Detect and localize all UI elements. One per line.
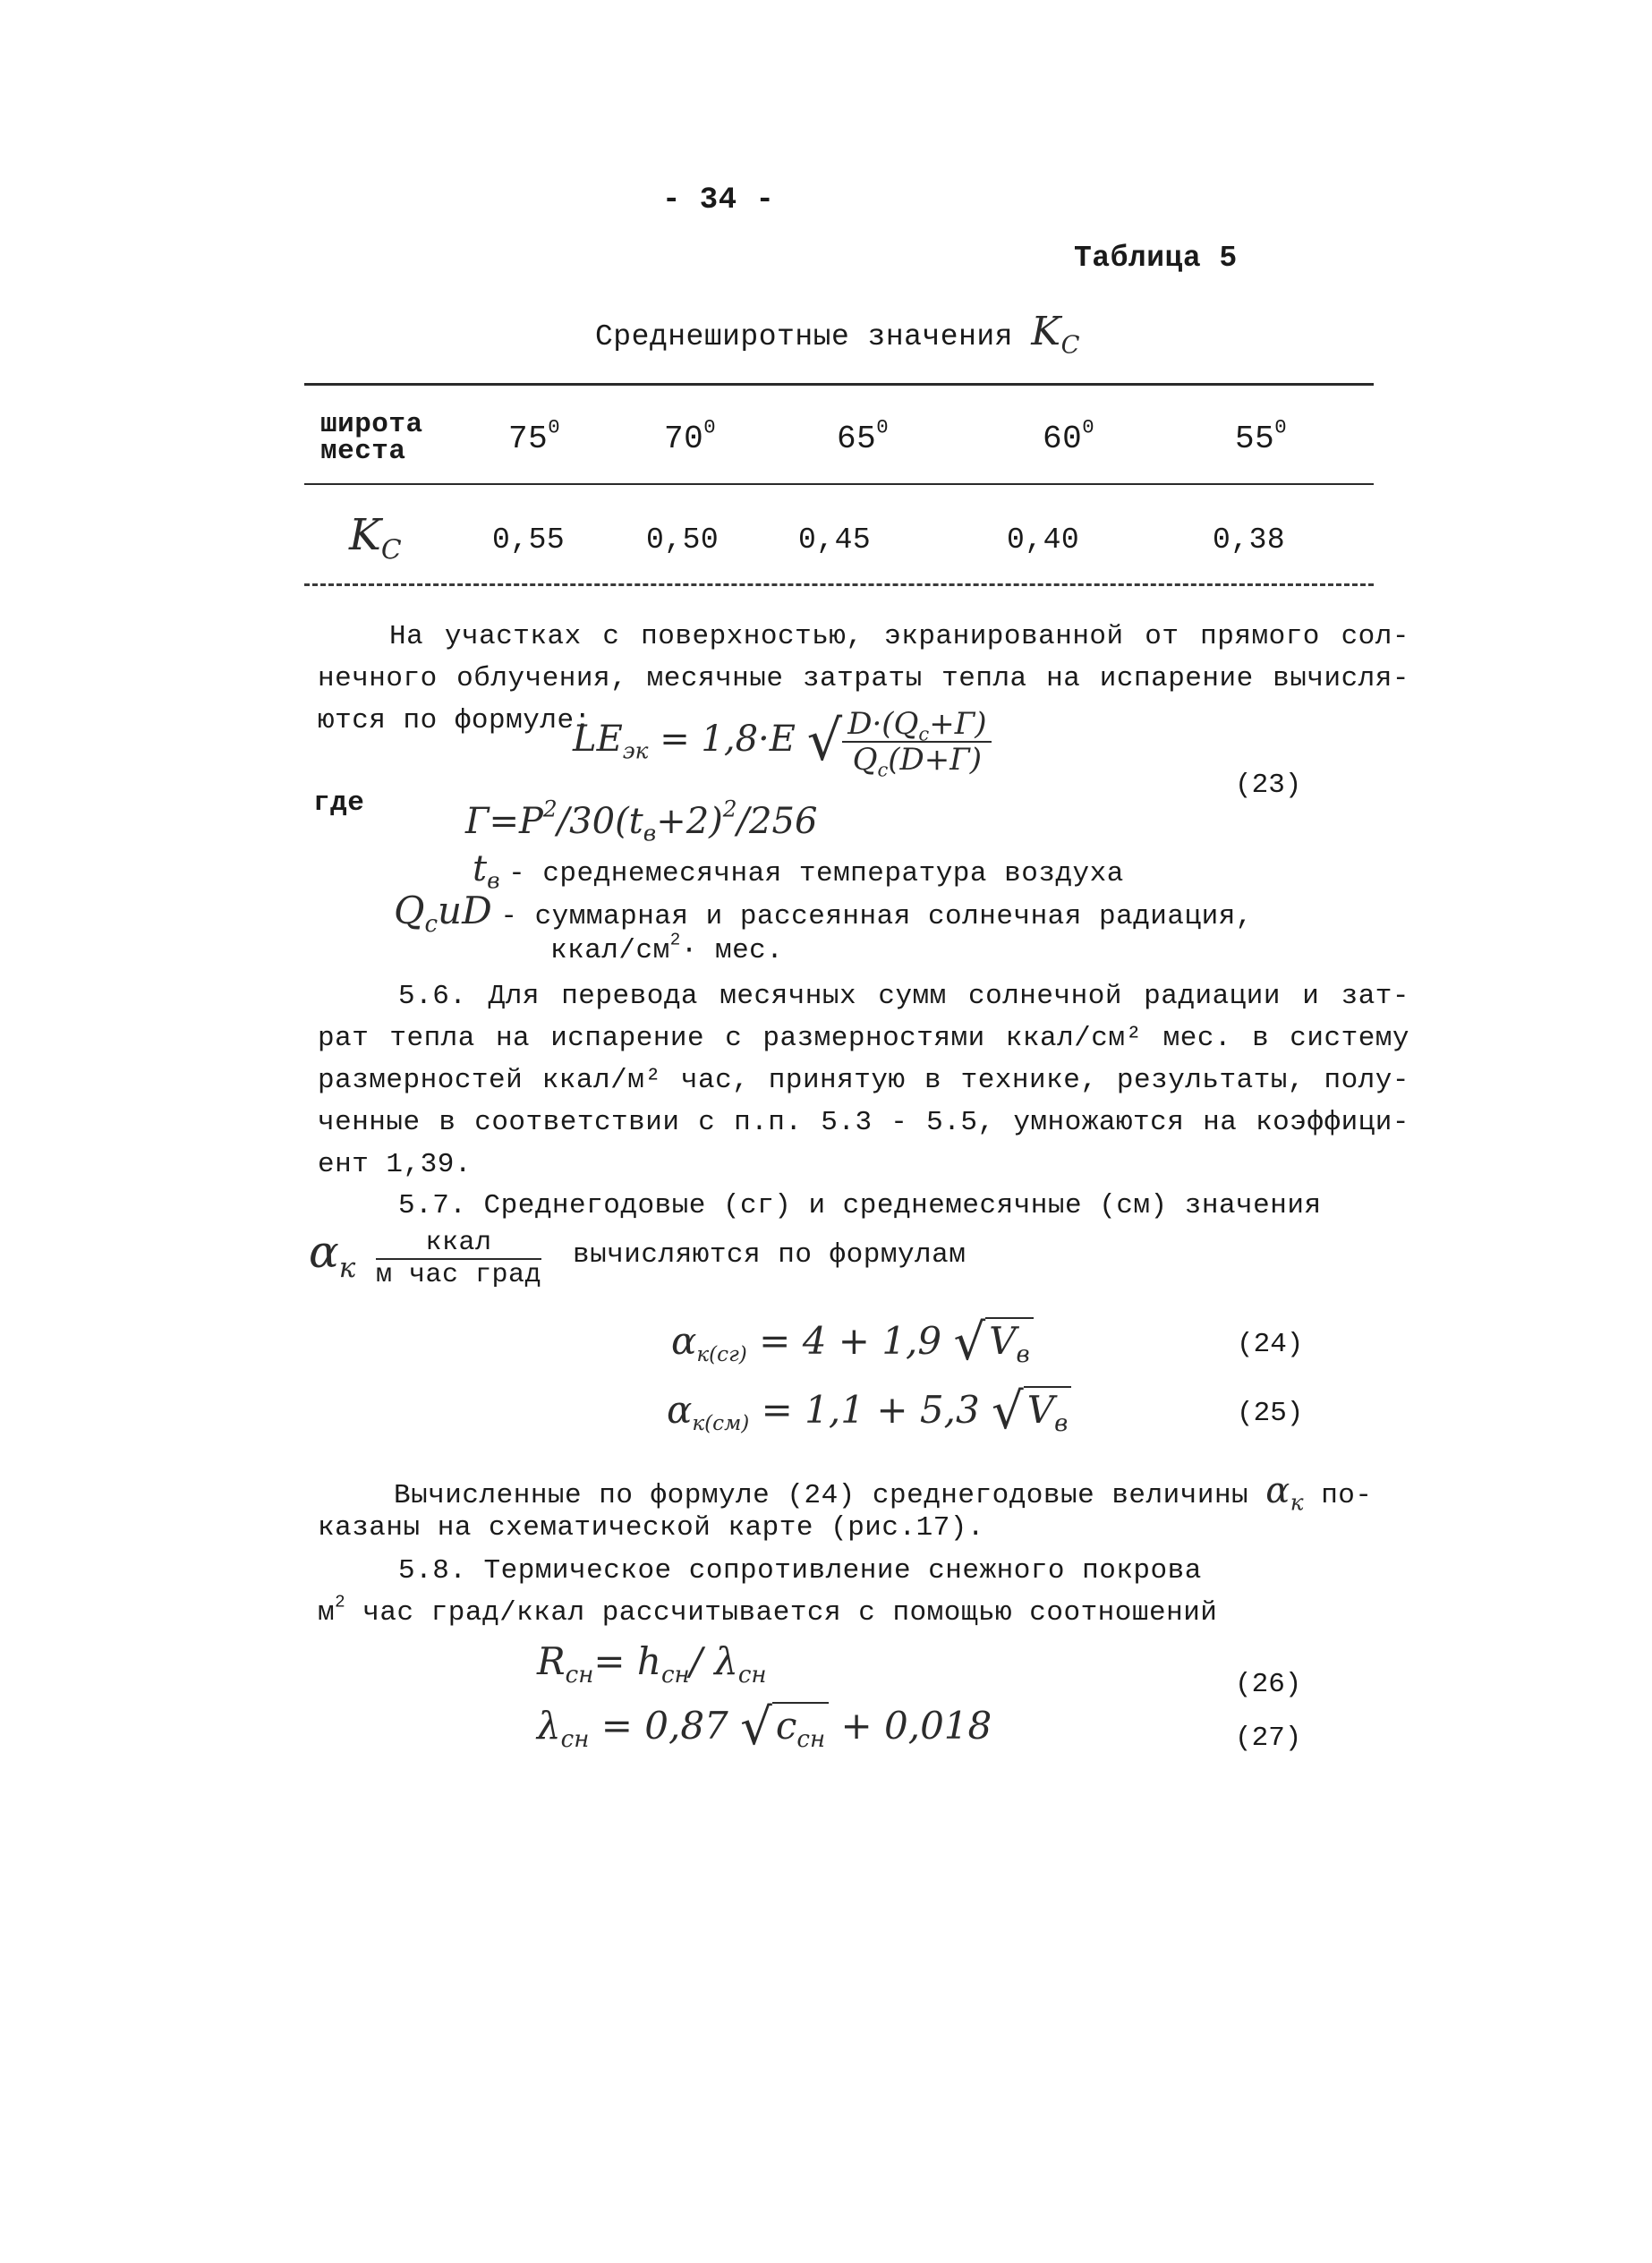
latitude-75: $75^0$	[508, 415, 561, 457]
radiation-units: ккал/$см^2\cdot$ мес.	[550, 930, 784, 966]
para2-line2: рат тепла на испарение с размерностями ккал/см² мес. в систему	[318, 1023, 1409, 1054]
value-65: 0,45	[798, 523, 872, 557]
equation-27: $\lambda_{сн} = 0,87$ $√c_{сн} + 0,018$	[537, 1698, 992, 1757]
equation-26-number: (26)	[1235, 1669, 1302, 1700]
equation-27-number: (27)	[1235, 1723, 1302, 1754]
para2-line5: ент 1,39.	[318, 1149, 472, 1180]
table-bottom-rule	[304, 583, 1374, 586]
unit-numerator: ккал	[376, 1228, 541, 1260]
table-title-text: Среднеширотные значения	[595, 320, 1013, 353]
equation-25-number: (25)	[1237, 1398, 1304, 1429]
latitude-55: $55^0$	[1235, 415, 1288, 457]
equation-23-number: (23)	[1235, 770, 1302, 801]
table-caption: Таблица 5	[1074, 242, 1238, 275]
para2-line3: размерностей ккал/м² час, принятую в технике, результаты, полу-	[318, 1065, 1409, 1096]
paragraph-5-7-line1: 5.7. Среднегодовые (сг) и среднемесячные (см) значения	[398, 1190, 1322, 1221]
gamma-formula: $Г=P^2/30(t_в+2)^2/256$	[465, 795, 818, 846]
equation-24: $\alpha_{к(сг)} = 4 + 1,9$ $√V_в$	[671, 1314, 1034, 1372]
table-header-rule	[304, 483, 1374, 485]
latitude-65: $65^0$	[837, 415, 890, 457]
alpha-k-inline: $\alpha_к$	[1265, 1470, 1305, 1516]
value-75: 0,55	[492, 523, 566, 557]
table-top-rule	[304, 383, 1374, 386]
value-55: 0,38	[1213, 523, 1286, 557]
para1-line1: На участках с поверхностью, экранированной от прямого сол-	[389, 621, 1409, 652]
unit-denominator: м час град	[376, 1260, 542, 1290]
alpha-k-symbol: $\alpha_к$	[309, 1226, 356, 1284]
qd-definition: - суммарная и рассеянная солнечная радиация,	[500, 901, 1253, 932]
alpha-unit-fraction	[376, 1228, 541, 1290]
table-header-label	[320, 409, 423, 467]
latitude-60: $60^0$	[1043, 415, 1095, 457]
t-definition: - среднемесячная температура воздуха	[508, 858, 1124, 889]
paragraph-5-7-tail: вычисляются по формулам	[573, 1239, 967, 1271]
paragraph-computed-values-line2: казаны на схематической карте (рис.17).	[318, 1512, 985, 1544]
table-title-symbol: $K_C$	[1031, 309, 1081, 360]
paragraph-5-8-line2: $м^2$ час град/ккал рассчитывается с помощью соотношений	[318, 1592, 1218, 1629]
equation-23: $LE_{эк} = 1,8\cdot E$ √ $D\cdot(Q_c+Г)$ $Q_c(D+Г)$	[573, 707, 992, 777]
header-label-line2: места	[320, 436, 406, 467]
equation-26: $R_{сн}= h_{сн}/$ $\lambda_{сн}$	[537, 1639, 767, 1689]
t-symbol: $t_в$	[473, 848, 500, 894]
para2-line1: 5.6. Для перевода месячных сумм солнечной радиации и зат-	[398, 981, 1409, 1012]
table-title	[595, 309, 1081, 360]
definition-air-temperature	[473, 848, 1124, 894]
equation-25: $\alpha_{к(см)} = 1,1 + 5,3$ $√V_в$	[667, 1382, 1071, 1441]
value-60: 0,40	[1007, 523, 1080, 557]
para1-line2: нечного облучения, месячные затраты тепла на испарение вычисля-	[318, 663, 1409, 694]
paragraph-5-8-line1: 5.8. Термическое сопротивление снежного покрова	[398, 1555, 1202, 1587]
qd-symbol: $Q_cиD$	[394, 889, 492, 939]
para2-line4: ченные в соответствии с п.п. 5.3 - 5.5, умножаются на коэффици-	[318, 1107, 1409, 1138]
definition-radiation	[394, 889, 1253, 939]
equation-24-number: (24)	[1237, 1329, 1304, 1360]
header-label-line1: широта	[320, 409, 423, 440]
row-label-kc: $K_C$	[349, 510, 402, 566]
page-number: - 34 -	[662, 183, 775, 217]
value-70: 0,50	[646, 523, 720, 557]
para1-line3: ются по формуле:	[318, 705, 592, 736]
paragraph-computed-values-line1: Вычисленные по формуле (24) среднегодовые величины $\alpha_к$ по-	[394, 1470, 1373, 1516]
latitude-70: $70^0$	[664, 415, 717, 457]
where-label: где	[313, 787, 365, 819]
paragraph-5-6	[318, 975, 1409, 1186]
